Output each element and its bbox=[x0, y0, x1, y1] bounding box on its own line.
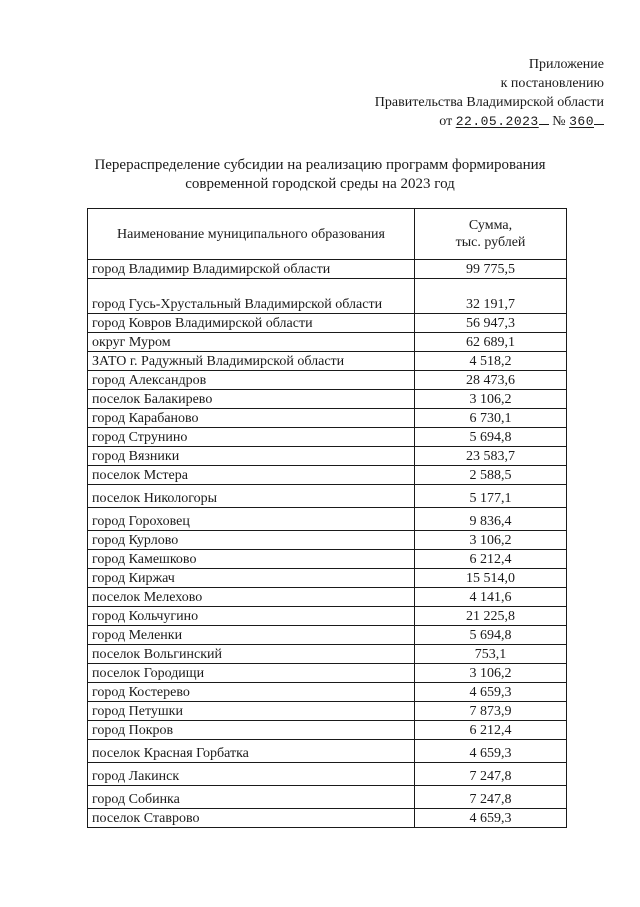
table-row bbox=[88, 588, 567, 607]
table-row bbox=[88, 569, 567, 588]
table-row bbox=[88, 702, 567, 721]
municipality-name: поселок Городищи bbox=[88, 664, 415, 683]
title-line-1: Перераспределение субсидии на реализацию программ формирования bbox=[94, 157, 546, 173]
subsidy-sum: 99 775,5 bbox=[415, 260, 567, 279]
subsidy-sum: 2 588,5 bbox=[415, 466, 567, 485]
table-row bbox=[88, 409, 567, 428]
subsidy-sum: 3 106,2 bbox=[415, 531, 567, 550]
subsidy-sum: 7 247,8 bbox=[415, 763, 567, 786]
table-row bbox=[88, 683, 567, 702]
municipality-name: город Ковров Владимирской области bbox=[88, 314, 415, 333]
table-row bbox=[88, 721, 567, 740]
subsidy-sum: 3 106,2 bbox=[415, 664, 567, 683]
table-row bbox=[88, 664, 567, 683]
municipality-name: город Курлово bbox=[88, 531, 415, 550]
table-row bbox=[88, 485, 567, 508]
table-row bbox=[88, 740, 567, 763]
municipality-name: поселок Мстера bbox=[88, 466, 415, 485]
subsidy-sum: 3 106,2 bbox=[415, 390, 567, 409]
municipality-name: город Владимир Владимирской области bbox=[88, 260, 415, 279]
municipality-name: поселок Вольгинский bbox=[88, 645, 415, 664]
municipality-name: город Карабаново bbox=[88, 409, 415, 428]
table-row bbox=[88, 279, 567, 314]
subsidy-sum: 7 247,8 bbox=[415, 786, 567, 809]
subsidy-sum: 9 836,4 bbox=[415, 508, 567, 531]
subsidy-sum: 753,1 bbox=[415, 645, 567, 664]
table-row bbox=[88, 645, 567, 664]
subsidy-sum: 21 225,8 bbox=[415, 607, 567, 626]
municipality-name: поселок Ставрово bbox=[88, 809, 415, 828]
subsidy-sum: 5 694,8 bbox=[415, 428, 567, 447]
subsidy-sum: 62 689,1 bbox=[415, 333, 567, 352]
table-row bbox=[88, 809, 567, 828]
table-row bbox=[88, 352, 567, 371]
appendix-resolution: к постановлению bbox=[500, 76, 604, 91]
municipality-name: поселок Никологоры bbox=[88, 485, 415, 508]
municipality-name: поселок Балакирево bbox=[88, 390, 415, 409]
municipality-name: город Кольчугино bbox=[88, 607, 415, 626]
municipality-name: город Лакинск bbox=[88, 763, 415, 786]
municipality-name: город Вязники bbox=[88, 447, 415, 466]
subsidy-sum: 4 659,3 bbox=[415, 683, 567, 702]
table-row bbox=[88, 763, 567, 786]
number-sign: № bbox=[552, 114, 566, 129]
municipality-name: город Струнино bbox=[88, 428, 415, 447]
table-row bbox=[88, 626, 567, 645]
table-row bbox=[88, 607, 567, 626]
table-row bbox=[88, 333, 567, 352]
document-title bbox=[60, 156, 580, 194]
subsidy-sum: 15 514,0 bbox=[415, 569, 567, 588]
table-row bbox=[88, 466, 567, 485]
municipality-name: город Петушки bbox=[88, 702, 415, 721]
subsidy-sum: 6 212,4 bbox=[415, 550, 567, 569]
municipality-name: город Киржач bbox=[88, 569, 415, 588]
resolution-number: 360 bbox=[569, 114, 594, 129]
appendix-label: Приложение bbox=[528, 57, 604, 72]
subsidy-table bbox=[87, 208, 567, 828]
municipality-name: город Костерево bbox=[88, 683, 415, 702]
date-prefix: от bbox=[439, 114, 453, 129]
subsidy-sum: 6 730,1 bbox=[415, 409, 567, 428]
header-sum-line1: Сумма, bbox=[468, 218, 513, 233]
table-row bbox=[88, 786, 567, 809]
municipality-name: город Камешково bbox=[88, 550, 415, 569]
municipality-name: город Гороховец bbox=[88, 508, 415, 531]
subsidy-sum: 32 191,7 bbox=[415, 279, 567, 314]
subsidy-sum: 56 947,3 bbox=[415, 314, 567, 333]
municipality-name: округ Муром bbox=[88, 333, 415, 352]
table-row bbox=[88, 260, 567, 279]
municipality-name: город Собинка bbox=[88, 786, 415, 809]
header-sum-line2: тыс. рублей bbox=[455, 235, 526, 250]
subsidy-sum: 4 518,2 bbox=[415, 352, 567, 371]
municipality-name: ЗАТО г. Радужный Владимирской области bbox=[88, 352, 415, 371]
table-body bbox=[88, 260, 567, 828]
subsidy-sum: 6 212,4 bbox=[415, 721, 567, 740]
table-row bbox=[88, 314, 567, 333]
appendix-date-number bbox=[304, 112, 604, 131]
municipality-name: поселок Красная Горбатка bbox=[88, 740, 415, 763]
resolution-date: 22.05.2023 bbox=[455, 114, 539, 129]
municipality-name: город Гусь-Хрустальный Владимирской области bbox=[88, 279, 415, 314]
municipality-name: город Александров bbox=[88, 371, 415, 390]
municipality-name: поселок Мелехово bbox=[88, 588, 415, 607]
header-sum bbox=[415, 209, 567, 260]
subsidy-sum: 7 873,9 bbox=[415, 702, 567, 721]
header-name: Наименование муниципального образования bbox=[88, 209, 415, 260]
subsidy-sum: 5 694,8 bbox=[415, 626, 567, 645]
subsidy-sum: 28 473,6 bbox=[415, 371, 567, 390]
subsidy-sum: 4 659,3 bbox=[415, 809, 567, 828]
subsidy-sum: 5 177,1 bbox=[415, 485, 567, 508]
municipality-name: город Меленки bbox=[88, 626, 415, 645]
table-row bbox=[88, 531, 567, 550]
appendix-header bbox=[304, 55, 604, 131]
table-row bbox=[88, 508, 567, 531]
title-line-2: современной городской среды на 2023 год bbox=[185, 176, 455, 192]
subsidy-sum: 4 659,3 bbox=[415, 740, 567, 763]
table-row bbox=[88, 550, 567, 569]
table-row bbox=[88, 428, 567, 447]
appendix-government: Правительства Владимирской области bbox=[374, 95, 604, 110]
table-header-row bbox=[88, 209, 567, 260]
subsidy-sum: 4 141,6 bbox=[415, 588, 567, 607]
municipality-name: город Покров bbox=[88, 721, 415, 740]
table-row bbox=[88, 447, 567, 466]
table-row bbox=[88, 390, 567, 409]
subsidy-sum: 23 583,7 bbox=[415, 447, 567, 466]
table-row bbox=[88, 371, 567, 390]
